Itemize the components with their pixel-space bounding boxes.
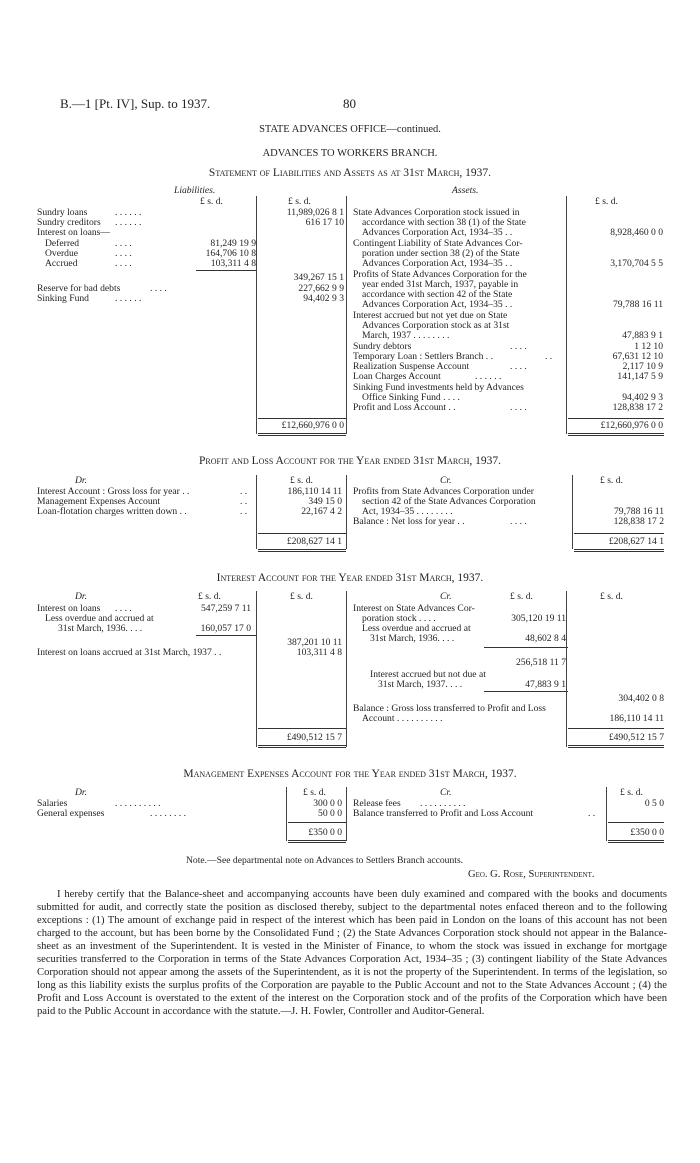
total-rule [574, 533, 664, 534]
me-dr-total: £350 0 0 [308, 827, 342, 838]
subtotal-rule [196, 270, 256, 271]
office-heading: STATE ADVANCES OFFICE—continued. [259, 124, 441, 135]
dot-leader: . . . . . . [115, 207, 142, 218]
pl-currency-cr: £ s. d. [600, 475, 623, 486]
asset-sinking-amount: 94,402 9 3 [622, 392, 663, 403]
total-rule [258, 747, 346, 748]
total-rule [568, 418, 664, 419]
subtotal-rule [196, 635, 256, 636]
dot-leader: . . . . [115, 603, 132, 614]
pl-mgmt-label: Management Expenses Account [37, 496, 161, 507]
ia-less-amount: 160,057 17 0 [200, 623, 251, 634]
ia-dr-subtotal: 387,201 10 11 [287, 637, 342, 648]
asset-sinking-line1: Sinking Fund investments held by Advances [353, 382, 524, 393]
ia-accrued-label: Interest on loans accrued at 31st March, 1937 . . [37, 647, 222, 658]
ia-balance-line1: Balance : Gross loss transferred to Profit and Loss [353, 703, 546, 714]
me-dr: Dr. [75, 787, 87, 798]
sinking-fund-label: Sinking Fund [37, 293, 89, 304]
column-rule [572, 475, 573, 549]
pl-cr-total: £208,627 14 1 [608, 536, 664, 547]
page-number: 80 [343, 96, 356, 111]
subtotal-rule [484, 691, 568, 692]
ia-stock-line1: Interest on State Advances Cor- [353, 603, 475, 614]
ia-cr-less-line1: Less overdue and accrued at [362, 623, 471, 634]
bs-currency-col1: £ s. d. [200, 196, 223, 207]
signature: Geo. G. Rose, Superintendent. [468, 869, 595, 880]
ia-stock-amount: 305,120 19 11 [511, 613, 566, 624]
dot-leader: . . . . [510, 402, 527, 413]
ia-currency-3: £ s. d. [510, 591, 533, 602]
column-rule [346, 196, 347, 434]
me-title: Management Expenses Account for the Year ended 31st March, 1937. [183, 768, 517, 780]
ia-loans-label: Interest on loans [37, 603, 101, 614]
asset-debtors-label: Sundry debtors [353, 341, 412, 352]
ia-dr: Dr. [75, 591, 87, 602]
me-currency-dr: £ s. d. [303, 787, 326, 798]
assets-total: £12,660,976 0 0 [600, 420, 663, 431]
column-rule [566, 196, 567, 434]
total-rule [258, 728, 346, 729]
total-rule [568, 728, 664, 729]
branch-heading: ADVANCES TO WORKERS BRANCH. [262, 148, 438, 159]
column-rule [566, 591, 567, 747]
sundry-loans-label: Sundry loans [37, 207, 88, 218]
pl-dr-total: £208,627 14 1 [286, 536, 342, 547]
column-rule [346, 787, 347, 841]
total-rule [258, 745, 346, 746]
asset-stock-amount: 8,928,460 0 0 [610, 227, 663, 238]
note: Note.—See departmental note on Advances to Settlers Branch accounts. [186, 855, 464, 866]
asset-interest-line2: Advances Corporation stock as at 31st [362, 320, 510, 331]
reserve-amount: 227,662 9 9 [298, 283, 344, 294]
ia-balance-line2: Account . . . . . . . . . . [362, 713, 443, 724]
ia-less-line2: 31st March, 1936. . . . [58, 623, 143, 634]
asset-profits-line1: Profits of State Advances Corporation for the [353, 269, 527, 280]
reserve-label: Reserve for bad debts [37, 283, 121, 294]
sundry-creditors-label: Sundry creditors [37, 217, 101, 228]
asset-stock-line1: State Advances Corporation stock issued in [353, 207, 520, 218]
dot-leader: . . . . . . . . . . [115, 798, 161, 809]
pl-balance-amount: 128,838 17 2 [613, 516, 664, 527]
dot-leader: . . . . [510, 361, 527, 372]
column-rule [256, 591, 257, 747]
pl-profits-line2: section 42 of the State Advances Corporation [362, 496, 536, 507]
ia-dr-total: £490,512 15 7 [286, 732, 342, 743]
column-rule [256, 196, 257, 434]
sundry-loans-amount: 11,989,026 8 1 [286, 207, 344, 218]
asset-interest-line1: Interest accrued but not yet due on State [353, 310, 508, 321]
accrued-label: Accrued [45, 258, 78, 269]
asset-profits-line3: accordance with section 42 of the State [362, 289, 513, 300]
pl-title: Profit and Loss Account for the Year ended 31st March, 1937. [199, 455, 501, 467]
dot-leader: . . . . [510, 516, 527, 527]
asset-stock-line3: Advances Corporation Act, 1934–35 . . [362, 227, 513, 238]
subtotal-rule [484, 647, 568, 648]
ia-loans-amount: 547,259 7 11 [200, 603, 251, 614]
ia-cr-total1: 304,402 0 8 [618, 693, 664, 704]
liabilities-total: £12,660,976 0 0 [281, 420, 344, 431]
total-rule [568, 745, 664, 746]
asset-interest-amount: 47,883 9 1 [622, 330, 663, 341]
page-ref: B.—1 [Pt. IV], Sup. to 1937. [60, 96, 211, 111]
total-rule [258, 418, 346, 419]
dot-leader: . . [545, 351, 553, 362]
me-currency-cr: £ s. d. [620, 787, 643, 798]
total-rule [258, 551, 346, 552]
pl-currency-dr: £ s. d. [290, 475, 313, 486]
ia-cr-less-line2: 31st March, 1936. . . . [370, 633, 455, 644]
asset-temp-loan-label: Temporary Loan : Settlers Branch . . [353, 351, 493, 362]
asset-contingent-line3: Advances Corporation Act, 1934–35 . . [362, 258, 513, 269]
me-salaries-label: Salaries [37, 798, 68, 809]
ia-currency-2: £ s. d. [290, 591, 313, 602]
dot-leader: . . [240, 496, 248, 507]
dot-leader: . . [588, 808, 596, 819]
ia-currency-1: £ s. d. [198, 591, 221, 602]
total-rule [258, 549, 346, 550]
asset-pl-amount: 128,838 17 2 [612, 402, 663, 413]
me-cr: Cr. [440, 787, 452, 798]
total-rule [288, 840, 346, 841]
assets-heading: Assets. [452, 185, 479, 196]
bs-currency-col2: £ s. d. [288, 196, 311, 207]
pl-profits-line1: Profits from State Advances Corporation under [353, 486, 534, 497]
ia-balance-amount: 186,110 14 11 [609, 713, 664, 724]
accrued-amount: 103,311 4 8 [210, 258, 256, 269]
ia-cr-accrued-line1: Interest accrued but not due at [370, 669, 486, 680]
ia-cr: Cr. [440, 591, 452, 602]
column-rule [346, 475, 347, 549]
total-rule [258, 433, 346, 434]
asset-debtors-amount: 1 12 10 [634, 341, 663, 352]
asset-contingent-line1: Contingent Liability of State Advances Cor- [353, 238, 523, 249]
pl-profits-line3: Act, 1934–35 . . . . . . . . [362, 506, 453, 517]
asset-temp-loan-amount: 67,631 12 10 [612, 351, 663, 362]
asset-profits-line4: Advances Corporation Act, 1934–35 . . [362, 299, 513, 310]
dot-leader: . . . . [115, 248, 132, 259]
me-salaries-amount: 300 0 0 [313, 798, 342, 809]
ia-cr-accrued-line2: 31st March, 1937. . . . [378, 679, 463, 690]
dot-leader: . . . . . . . . . . [420, 798, 466, 809]
dot-leader: . . . . . . [115, 217, 142, 228]
interest-total-amount: 349,267 15 1 [293, 272, 344, 283]
pl-flotation-amount: 22,167 4 2 [301, 506, 342, 517]
ia-cr-less-amount: 48,602 8 4 [525, 633, 566, 644]
ia-less-line1: Less overdue and accrued at [45, 613, 154, 624]
column-rule [346, 591, 347, 747]
total-rule [568, 747, 664, 748]
me-balance-label: Balance transferred to Profit and Loss Account [353, 808, 534, 819]
ia-cr-accrued-amount: 47,883 9 1 [525, 679, 566, 690]
overdue-amount: 164,706 10 8 [205, 248, 256, 259]
ia-currency-4: £ s. d. [600, 591, 623, 602]
asset-loan-charges-label: Loan Charges Account [353, 371, 441, 382]
dot-leader: . . . . . . [115, 293, 142, 304]
asset-loan-charges-amount: 141,147 5 9 [617, 371, 663, 382]
me-release-label: Release fees [353, 798, 401, 809]
me-general-amount: 50 0 0 [318, 808, 342, 819]
bs-currency-col3: £ s. d. [595, 196, 618, 207]
sundry-creditors-amount: 616 17 10 [305, 217, 344, 228]
pl-interest-label: Interest Account : Gross loss for year . . [37, 486, 190, 497]
asset-stock-line2: accordance with section 38 (1) of the State [362, 217, 526, 228]
dot-leader: . . . . [510, 341, 527, 352]
dot-leader: . . . . . . . . [150, 808, 186, 819]
bs-title: Statement of Liabilities and Assets as at 31st March, 1937. [208, 167, 492, 179]
pl-flotation-label: Loan-flotation charges written down . . [37, 506, 187, 517]
dot-leader: . . [240, 486, 248, 497]
asset-contingent-line2: poration under section 38 (2) of the State [362, 248, 520, 259]
total-rule [574, 549, 664, 550]
overdue-label: Overdue [45, 248, 79, 259]
deferred-label: Deferred [45, 238, 80, 249]
asset-contingent-amount: 3,170,704 5 5 [610, 258, 663, 269]
pl-mgmt-amount: 349 15 0 [308, 496, 342, 507]
total-rule [608, 840, 664, 841]
asset-interest-line3: March, 1937 . . . . . . . . [362, 330, 450, 341]
dot-leader: . . . . [115, 238, 132, 249]
sinking-fund-amount: 94,402 9 3 [303, 293, 344, 304]
pl-interest-amount: 186,110 14 11 [287, 486, 342, 497]
asset-profits-amount: 79,788 16 11 [612, 299, 663, 310]
dot-leader: . . . . [150, 283, 167, 294]
interest-on-loans-label: Interest on loans— [37, 227, 111, 238]
ia-cr-total: £490,512 15 7 [608, 732, 664, 743]
dot-leader: . . . . . . [475, 371, 502, 382]
asset-profits-line2: year ended 31st March, 1937, payable in [362, 279, 519, 290]
total-rule [288, 822, 346, 823]
auditor-certificate: I hereby certify that the Balance-sheet and accompanying accounts have been duly examined and compared with the books and documents submitted for audit, and correctly state the position as disclosed thereby, subject to the departmental notes enfaced thereon and to the following exceptions : (1) The amount of exchange paid in respect of the interest which has been paid in London on the loans of this account has not been charged to the account, but has been borne by the Consolidated Fund ; (2) the State Advances Corporation stock should not appear in the Balance-sheet as an investment of the Superintendent. It is vested in the Minister of Finance, to whom the stock was issued in exchange for mortgage securities transferred to the Corporation in terms of the State Advances Corporation Act, 1934–35 ; (3) contingent liability of the State Advances Corporation should not appear among the assets of the Superintendent, as it is not the property of the Superintendent. In terms of the legislation, so long as this liability exists the surplus profits of the Corporation are payable to the Public Account and not to the State Advances Account ; (4) the Profit and Loss Account is overstated to the extent of the interest on the Corporation stock and of the profits of the Corporation which have been paid to the Public Account in accordance with the statute.—J. H. Fowler, Controller and Auditor-General. [37, 889, 667, 1017]
me-cr-total: £350 0 0 [630, 827, 664, 838]
pl-profits-amount: 79,788 16 11 [613, 506, 664, 517]
pl-balance-label: Balance : Net loss for year . . [353, 516, 465, 527]
total-rule [288, 842, 346, 843]
liabilities-heading: Liabilities. [174, 185, 216, 196]
ia-title: Interest Account for the Year ended 31st March, 1937. [216, 572, 484, 584]
total-rule [568, 435, 664, 436]
me-general-label: General expenses [37, 808, 105, 819]
dot-leader: . . [240, 506, 248, 517]
asset-realization-label: Realization Suspense Account [353, 361, 470, 372]
asset-realization-amount: 2,117 10 9 [622, 361, 663, 372]
total-rule [608, 842, 664, 843]
pl-cr: Cr. [440, 475, 452, 486]
deferred-amount: 81,249 19 9 [210, 238, 256, 249]
total-rule [568, 433, 664, 434]
ia-cr-subtotal: 256,518 11 7 [515, 657, 566, 668]
total-rule [574, 551, 664, 552]
ia-stock-line2: poration stock . . . . [362, 613, 436, 624]
pl-dr: Dr. [75, 475, 87, 486]
dot-leader: . . . . [115, 258, 132, 269]
total-rule [608, 822, 664, 823]
me-release-amount: 0 5 0 [644, 798, 664, 809]
asset-pl-label: Profit and Loss Account . . [353, 402, 456, 413]
total-rule [258, 533, 346, 534]
ia-accrued-amount: 103,311 4 8 [296, 647, 342, 658]
total-rule [258, 435, 346, 436]
asset-sinking-line2: Office Sinking Fund . . . . [362, 392, 460, 403]
